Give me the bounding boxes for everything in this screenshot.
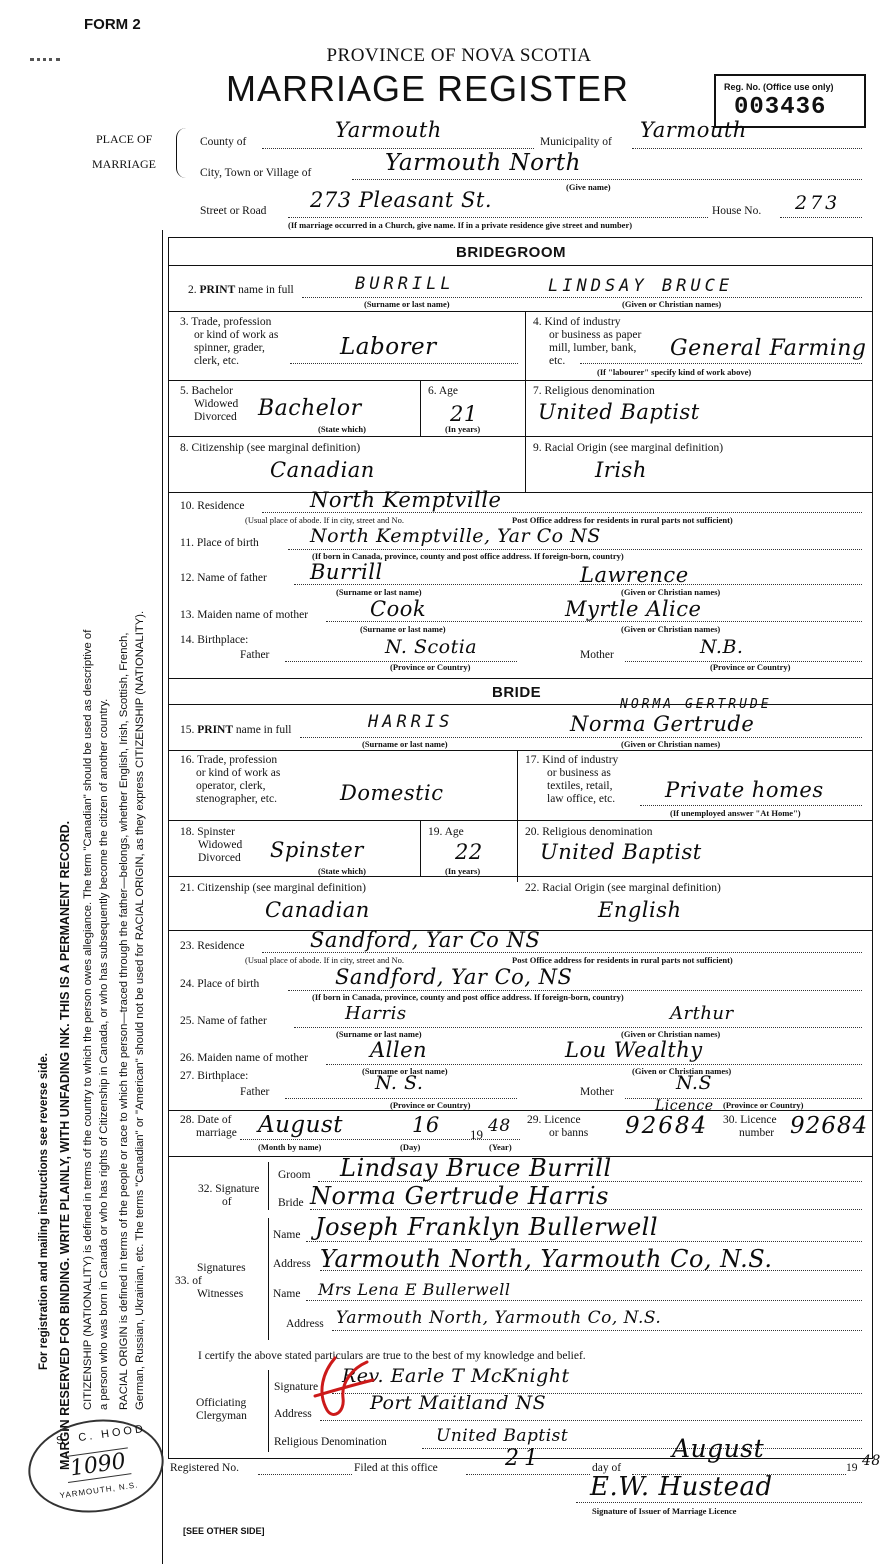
w2-address: Yarmouth North, Yarmouth Co, N.S.: [336, 1308, 662, 1328]
w1-name-label: Name: [273, 1229, 301, 1241]
side-citizenship-def-1: CITIZENSHIP (NATIONALITY) is defined in terms of the country to which the person owes allegiance. The term "Canadian" should be used as descriptive of: [82, 629, 94, 1410]
municipality-value: Yarmouth: [640, 118, 747, 142]
bride-given-print: NORMA GERTRUDE: [620, 697, 772, 712]
clergy-religion-label: Religious Denomination: [274, 1436, 387, 1448]
bride-surname-note: (Surname or last name): [362, 739, 448, 749]
groom-father-surname-note: (Surname or last name): [336, 587, 422, 597]
groom-age-label: 6. Age: [428, 385, 459, 397]
bride-father-given-note: (Given or Christian names): [621, 1029, 721, 1039]
groom-given-names: LINDSAY BRUCE: [548, 276, 734, 296]
groom-religion-label: 7. Religious denomination: [533, 385, 655, 397]
bridegroom-heading: BRIDEGROOM: [456, 244, 566, 261]
licence-value: 92684: [625, 1113, 709, 1139]
filed-year: 48: [862, 1453, 881, 1469]
groom-father-given-note: (Given or Christian names): [621, 587, 721, 597]
bride-industry-note: (If unemployed answer "At Home"): [670, 808, 801, 818]
bride-mother-label: 26. Maiden name of mother: [180, 1052, 309, 1064]
bride-religion-value: United Baptist: [540, 840, 702, 864]
place-label-1: PLACE OF: [96, 132, 153, 146]
side-citizenship-def-2: a person who was born in Canada or who has rights of Citizenship in Canada, or who has subsequently become the citizen of another country.: [98, 698, 110, 1410]
groom-mother-surname-note: (Surname or last name): [360, 624, 446, 634]
reg-no-label: Reg. No. (Office use only): [724, 82, 834, 92]
bride-age-label: 19. Age: [428, 826, 464, 838]
day-note: (Day): [400, 1142, 421, 1152]
groom-trade-value: Laborer: [340, 334, 437, 360]
see-other-side: [SEE OTHER SIDE]: [183, 1526, 265, 1536]
bride-bp-father-note: (Province or Country): [390, 1100, 471, 1110]
bride-mother-given: Lou Wealthy: [565, 1038, 703, 1062]
w2-name-label: Name: [273, 1288, 301, 1300]
bride-citizenship-value: Canadian: [265, 898, 370, 922]
groom-age-note: (In years): [445, 424, 481, 434]
groom-given-note: (Given or Christian names): [622, 299, 722, 309]
place-brace: [176, 128, 191, 178]
issuer-label: Signature of Issuer of Marriage Licence: [592, 1506, 737, 1516]
bride-industry-label: 17. Kind of industry or business as textiles, retail, law office, etc.: [525, 754, 619, 805]
groom-mother-given-note: (Given or Christian names): [621, 624, 721, 634]
clergy-label: Officiating Clergyman: [196, 1397, 247, 1422]
groom-mother-label: 13. Maiden name of mother: [180, 609, 309, 621]
bride-status-label: 18. Spinster Widowed Divorced: [180, 826, 243, 864]
groom-status-note: (State which): [318, 424, 366, 434]
bride-racial-label: 22. Racial Origin (see marginal definition): [525, 882, 721, 894]
issuer-signature: E.W. Hustead: [590, 1472, 773, 1502]
city-note: (Give name): [566, 182, 611, 192]
licence-number-value: 92684: [790, 1113, 869, 1139]
side-racial-def-2: German, Russian, Ukrainian, etc. The terms "Canadian" or "American" should not be used for RACIAL ORIGIN, as they express CITIZENSHIP (NATIONALITY).: [134, 610, 146, 1410]
bride-mother-given-note: (Given or Christian names): [632, 1066, 732, 1076]
clergy-religion: United Baptist: [436, 1426, 569, 1446]
bride-age-note: (In years): [445, 866, 481, 876]
groom-bp-father-value: N. Scotia: [385, 636, 478, 658]
registered-no-label: Registered No.: [170, 1462, 239, 1474]
bride-bp-mother-value: N.S: [676, 1072, 712, 1094]
groom-father-given: Lawrence: [580, 563, 689, 587]
signature-label: 32. Signature of: [198, 1183, 260, 1208]
bride-residence-value: Sandford, Yar Co NS: [310, 928, 541, 952]
w1-address: Yarmouth North, Yarmouth Co, N.S.: [320, 1245, 773, 1273]
groom-birth-note: (If born in Canada, province, county and post office address. If foreign-born, country): [312, 551, 624, 561]
bride-trade-value: Domestic: [340, 781, 444, 805]
side-racial-def-1: RACIAL ORIGIN is defined in terms of the people or race to which the person—traced through the father—belongs, whether English, Irish, Scottish, French,: [118, 632, 130, 1410]
bride-surname: HARRIS: [368, 712, 454, 732]
licence-banns-label: 29. Licence or banns: [527, 1114, 589, 1139]
bride-religion-label: 20. Religious denomination: [525, 826, 653, 838]
year-note: (Year): [489, 1142, 512, 1152]
groom-residence-label: 10. Residence: [180, 500, 245, 512]
bride-mother-surname: Allen: [370, 1038, 428, 1062]
marriage-year-prefix: 19: [470, 1127, 483, 1142]
groom-bp-mother-label: Mother: [580, 649, 614, 661]
bride-bp-father-label: Father: [240, 1086, 270, 1098]
bride-bp-mother-label: Mother: [580, 1086, 614, 1098]
scan-mark: [30, 58, 60, 61]
form-number: FORM 2: [84, 16, 141, 33]
bride-given-names: Norma Gertrude: [570, 712, 755, 736]
county-label: County of: [200, 136, 247, 148]
city-label: City, Town or Village of: [200, 167, 312, 179]
bride-status-value: Spinster: [270, 838, 364, 862]
bride-bp-mother-note: (Province or Country): [723, 1100, 804, 1110]
clergy-address: Port Maitland NS: [370, 1392, 547, 1414]
filed-year-prefix: 19: [846, 1462, 858, 1474]
red-check-mark: [305, 1352, 380, 1432]
witness-label: Signatures 33. of Witnesses: [175, 1262, 246, 1300]
groom-residence-value: North Kemptville: [310, 488, 502, 512]
bride-bp-father-value: N. S.: [375, 1072, 424, 1094]
bride-name-label: 15. PRINT name in full: [180, 724, 292, 736]
bride-signature: Norma Gertrude Harris: [310, 1182, 609, 1210]
bride-citizenship-label: 21. Citizenship (see marginal definition): [180, 882, 366, 894]
city-value: Yarmouth North: [385, 150, 581, 176]
registrar-stamp: S. C. HOOD 1090 YARMOUTH, N.S.: [22, 1411, 169, 1521]
bride-heading: BRIDE: [492, 684, 542, 701]
street-label: Street or Road: [200, 205, 267, 217]
groom-mother-surname: Cook: [370, 597, 427, 621]
groom-bp-father-label: Father: [240, 649, 270, 661]
groom-trade-label: 3. Trade, profession or kind of work as spinner, grader, clerk, etc.: [180, 316, 279, 367]
bride-father-surname: Harris: [345, 1003, 407, 1024]
month-note: (Month by name): [258, 1142, 322, 1152]
groom-status-value: Bachelor: [258, 396, 362, 421]
bride-birth-label: 24. Place of birth: [180, 978, 260, 990]
filed-month: August: [672, 1434, 765, 1463]
side-instructions: For registration and mailing instructions see reverse side.: [38, 1053, 50, 1370]
place-label-2: MARRIAGE: [92, 157, 157, 171]
certify-statement: I certify the above stated particulars are true to the best of my knowledge and belief.: [198, 1350, 586, 1362]
county-value: Yarmouth: [335, 118, 442, 142]
bride-mother-surname-note: (Surname or last name): [362, 1066, 448, 1076]
groom-racial-value: Irish: [595, 458, 647, 482]
groom-signature: Lindsay Bruce Burrill: [340, 1154, 612, 1182]
reg-no-value: 003436: [734, 94, 827, 121]
groom-father-label: 12. Name of father: [180, 572, 267, 584]
date-label: 28. Date of marriage: [180, 1114, 237, 1139]
house-value: 273: [795, 192, 841, 214]
groom-birth-value: North Kemptville, Yar Co NS: [310, 525, 601, 547]
bride-given-note: (Given or Christian names): [621, 739, 721, 749]
groom-bp-mother-value: N.B.: [700, 636, 744, 658]
groom-industry-value: General Farming: [670, 336, 867, 361]
bride-industry-value: Private homes: [665, 778, 824, 802]
groom-age-value: 21: [450, 402, 478, 426]
bride-residence-note-a: (Usual place of abode. If in city, street and No.: [245, 955, 405, 965]
groom-industry-note: (If "labourer" specify kind of work above): [597, 367, 752, 377]
bride-racial-value: English: [598, 898, 682, 922]
groom-bp-mother-note: (Province or Country): [710, 662, 791, 672]
filed-label: Filed at this office: [354, 1462, 438, 1474]
page-title: MARRIAGE REGISTER: [226, 68, 630, 109]
groom-father-surname: Burrill: [310, 560, 383, 584]
groom-surname: BURRILL: [355, 274, 455, 294]
groom-residence-note-a: (Usual place of abode. If in city, street and No.: [245, 515, 405, 525]
w2-address-label: Address: [286, 1318, 324, 1330]
groom-mother-given: Myrtle Alice: [565, 597, 702, 621]
bride-signature-label: Bride: [278, 1197, 304, 1209]
groom-birthplace-label: 14. Birthplace:: [180, 634, 249, 646]
clergy-address-label: Address: [274, 1408, 312, 1420]
w1-address-label: Address: [273, 1258, 311, 1270]
groom-citizenship-label: 8. Citizenship (see marginal definition): [180, 442, 361, 454]
bride-birthplace-label: 27. Birthplace:: [180, 1070, 249, 1082]
bride-trade-label: 16. Trade, profession or kind of work as operator, clerk, stenographer, etc.: [180, 754, 281, 805]
bride-father-given: Arthur: [670, 1003, 734, 1024]
groom-residence-note-b: Post Office address for residents in rural parts not sufficient): [512, 515, 733, 525]
groom-industry-label: 4. Kind of industry or business as paper mill, lumber, bank, etc.: [533, 316, 642, 367]
bride-residence-note-b: Post Office address for residents in rural parts not sufficient): [512, 955, 733, 965]
bride-birth-note: (If born in Canada, province, county and post office address. If foreign-born, country): [312, 992, 624, 1002]
bride-age-value: 22: [455, 840, 483, 864]
w1-name: Joseph Franklyn Bullerwell: [315, 1213, 659, 1241]
bride-birth-value: Sandford, Yar Co, NS: [335, 965, 573, 989]
groom-surname-note: (Surname or last name): [364, 299, 450, 309]
house-label: House No.: [712, 205, 762, 217]
groom-racial-label: 9. Racial Origin (see marginal definition): [533, 442, 724, 454]
side-binding-notice: MARGIN RESERVED FOR BINDING. WRITE PLAINLY, WITH UNFADING INK. THIS IS A PERMANENT RECORD.: [58, 820, 72, 1470]
w2-name: Mrs Lena E Bullerwell: [318, 1280, 511, 1299]
municipality-label: Municipality of: [540, 136, 612, 148]
street-note: (If marriage occurred in a Church, give name. If in a private residence give street and number): [288, 220, 633, 230]
bride-residence-label: 23. Residence: [180, 940, 245, 952]
groom-signature-label: Groom: [278, 1169, 311, 1181]
bride-father-label: 25. Name of father: [180, 1015, 267, 1027]
clergy-signature: Rev. Earle T McKnight: [342, 1365, 570, 1387]
groom-name-label: 2. PRINT name in full: [188, 284, 294, 296]
bride-father-surname-note: (Surname or last name): [336, 1029, 422, 1039]
province-heading: PROVINCE OF NOVA SCOTIA: [326, 45, 592, 66]
marriage-month: August: [258, 1112, 344, 1138]
marriage-day: 16: [412, 1113, 440, 1137]
groom-bp-father-note: (Province or Country): [390, 662, 471, 672]
clergy-signature-label: Signature: [274, 1381, 319, 1393]
licence-type: Licence: [655, 1098, 714, 1114]
marriage-year: 48: [488, 1116, 511, 1136]
day-of-label: day of: [592, 1462, 622, 1474]
groom-status-label: 5. Bachelor Widowed Divorced: [180, 385, 239, 423]
licence-number-label: 30. Licence number: [723, 1114, 777, 1139]
groom-birth-label: 11. Place of birth: [180, 537, 259, 549]
filed-day: 21: [505, 1446, 543, 1471]
groom-religion-value: United Baptist: [538, 400, 700, 424]
street-value: 273 Pleasant St.: [310, 188, 492, 212]
bride-status-note: (State which): [318, 866, 366, 876]
groom-citizenship-value: Canadian: [270, 458, 375, 482]
